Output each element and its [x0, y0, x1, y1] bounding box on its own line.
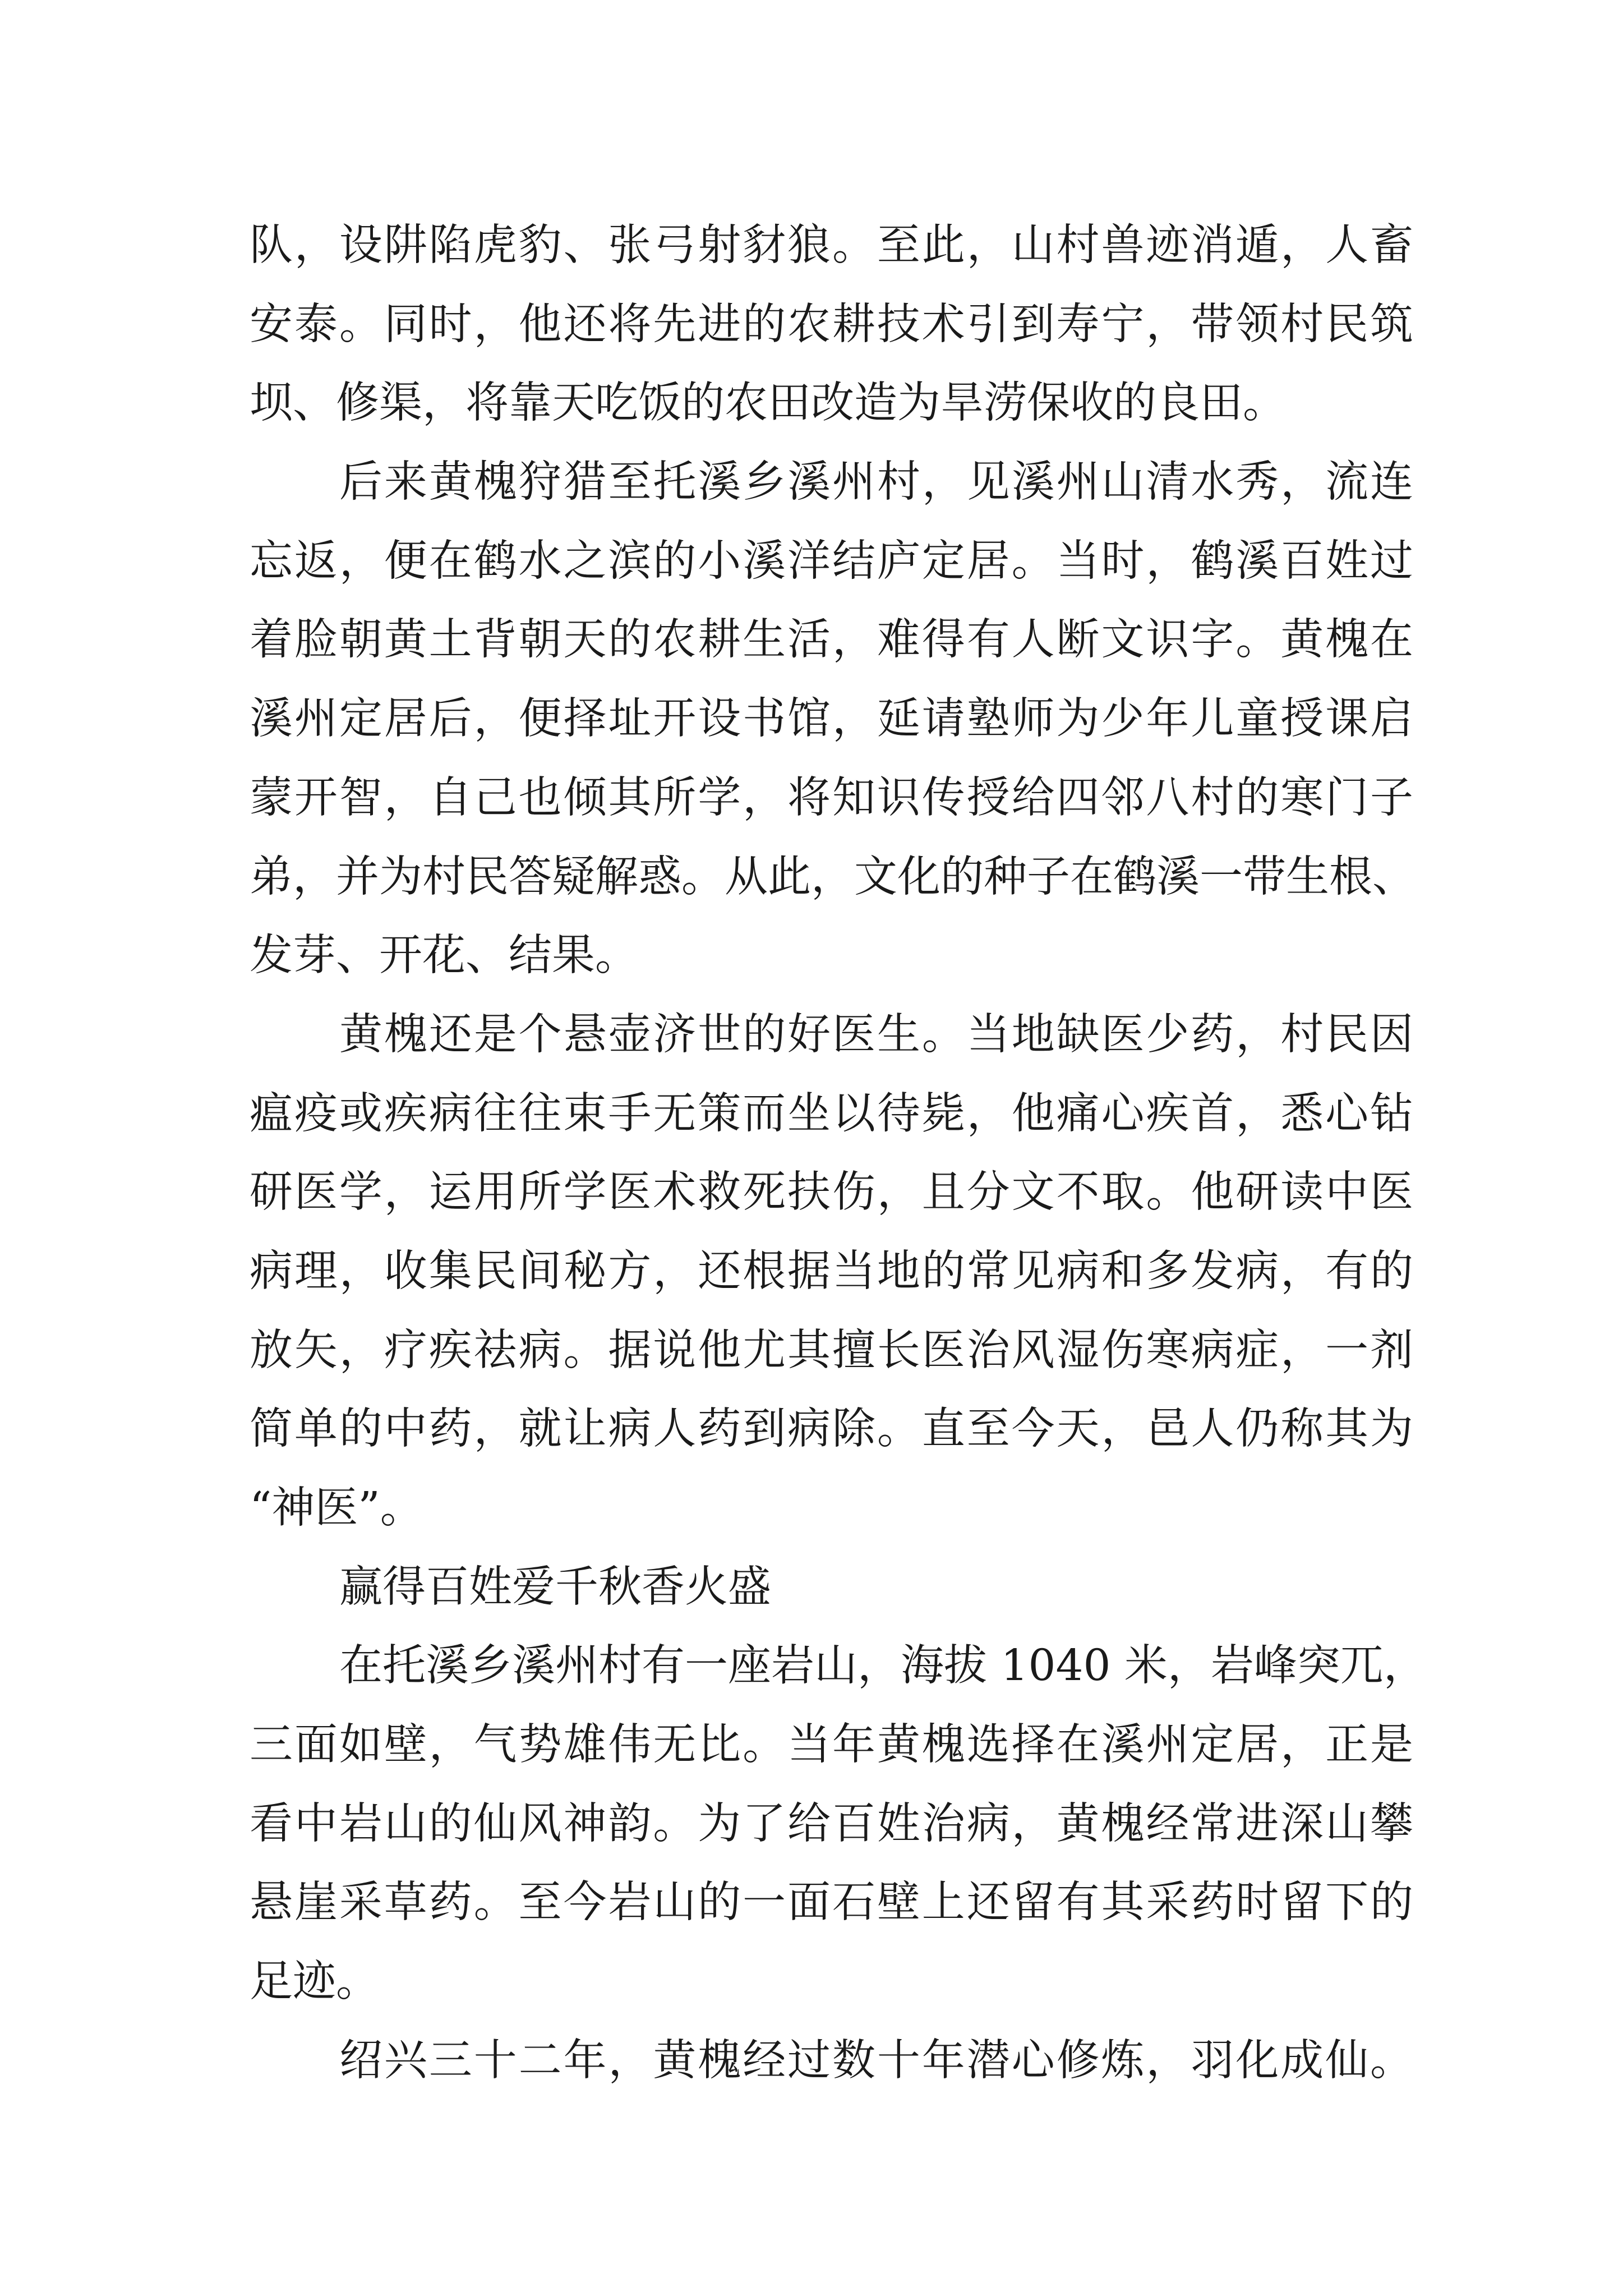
text-line: 发芽、开花、结果。	[250, 931, 638, 981]
text-line: 看中岩山的仙风神韵。为了给百姓治病，黄槐经常进深山攀	[250, 1798, 1413, 1849]
text-line: 放矢，疗疾祛病。据说他尤其擅长医治风湿伤寒病症，一剂	[250, 1325, 1413, 1375]
text-line: 足迹。	[250, 1957, 379, 2007]
text-line: 坝、修渠，将靠天吃饭的农田改造为旱涝保收的良田。	[250, 378, 1286, 429]
paragraph-first-line: 黄槐还是个悬壶济世的好医生。当地缺医少药，村民因	[339, 1009, 1413, 1060]
text-line: 溪州定居后，便择址开设书馆，延请塾师为少年儿童授课启	[250, 694, 1413, 744]
text-line: 忘返，便在鹤水之滨的小溪洋结庐定居。当时，鹤溪百姓过	[250, 536, 1413, 586]
text-line: 队，设阱陷虎豹、张弓射豺狼。至此，山村兽迹消遁，人畜	[250, 220, 1413, 270]
text-line: 蒙开智，自己也倾其所学，将知识传授给四邻八村的寒门子	[250, 772, 1413, 823]
text-line: 悬崖采草药。至今岩山的一面石壁上还留有其采药时留下的	[250, 1878, 1413, 1928]
text-line: 瘟疫或疾病往往束手无策而坐以待毙，他痛心疾首，悉心钻	[250, 1088, 1413, 1139]
text-line: 弟，并为村民答疑解惑。从此，文化的种子在鹤溪一带生根、	[250, 852, 1415, 902]
text-line: 研医学，运用所学医术救死扶伤，且分文不取。他研读中医	[250, 1167, 1413, 1218]
section-heading: 赢得百姓爱千秋香火盛	[339, 1562, 771, 1612]
text-line: 三面如壁，气势雄伟无比。当年黄槐选择在溪州定居，正是	[250, 1720, 1413, 1770]
paragraph-first-line: 绍兴三十二年，黄槐经过数十年潜心修炼，羽化成仙。	[339, 2035, 1413, 2086]
text-line: 着脸朝黄土背朝天的农耕生活，难得有人断文识字。黄槐在	[250, 615, 1413, 665]
text-line: 安泰。同时，他还将先进的农耕技术引到寿宁，带领村民筑	[250, 299, 1413, 349]
document-body	[250, 206, 1427, 2101]
paragraph-first-line: 在托溪乡溪州村有一座岩山，海拔 1040 米，岩峰突兀，	[339, 1641, 1427, 1691]
text-line: 简单的中药，就让病人药到病除。直至今天，邑人仍称其为	[250, 1404, 1413, 1455]
text-line: “神医”。	[250, 1483, 423, 1533]
paragraph-first-line: 后来黄槐狩猎至托溪乡溪州村，见溪州山清水秀，流连	[339, 457, 1413, 508]
text-line: 病理，收集民间秘方，还根据当地的常见病和多发病，有的	[250, 1246, 1413, 1296]
